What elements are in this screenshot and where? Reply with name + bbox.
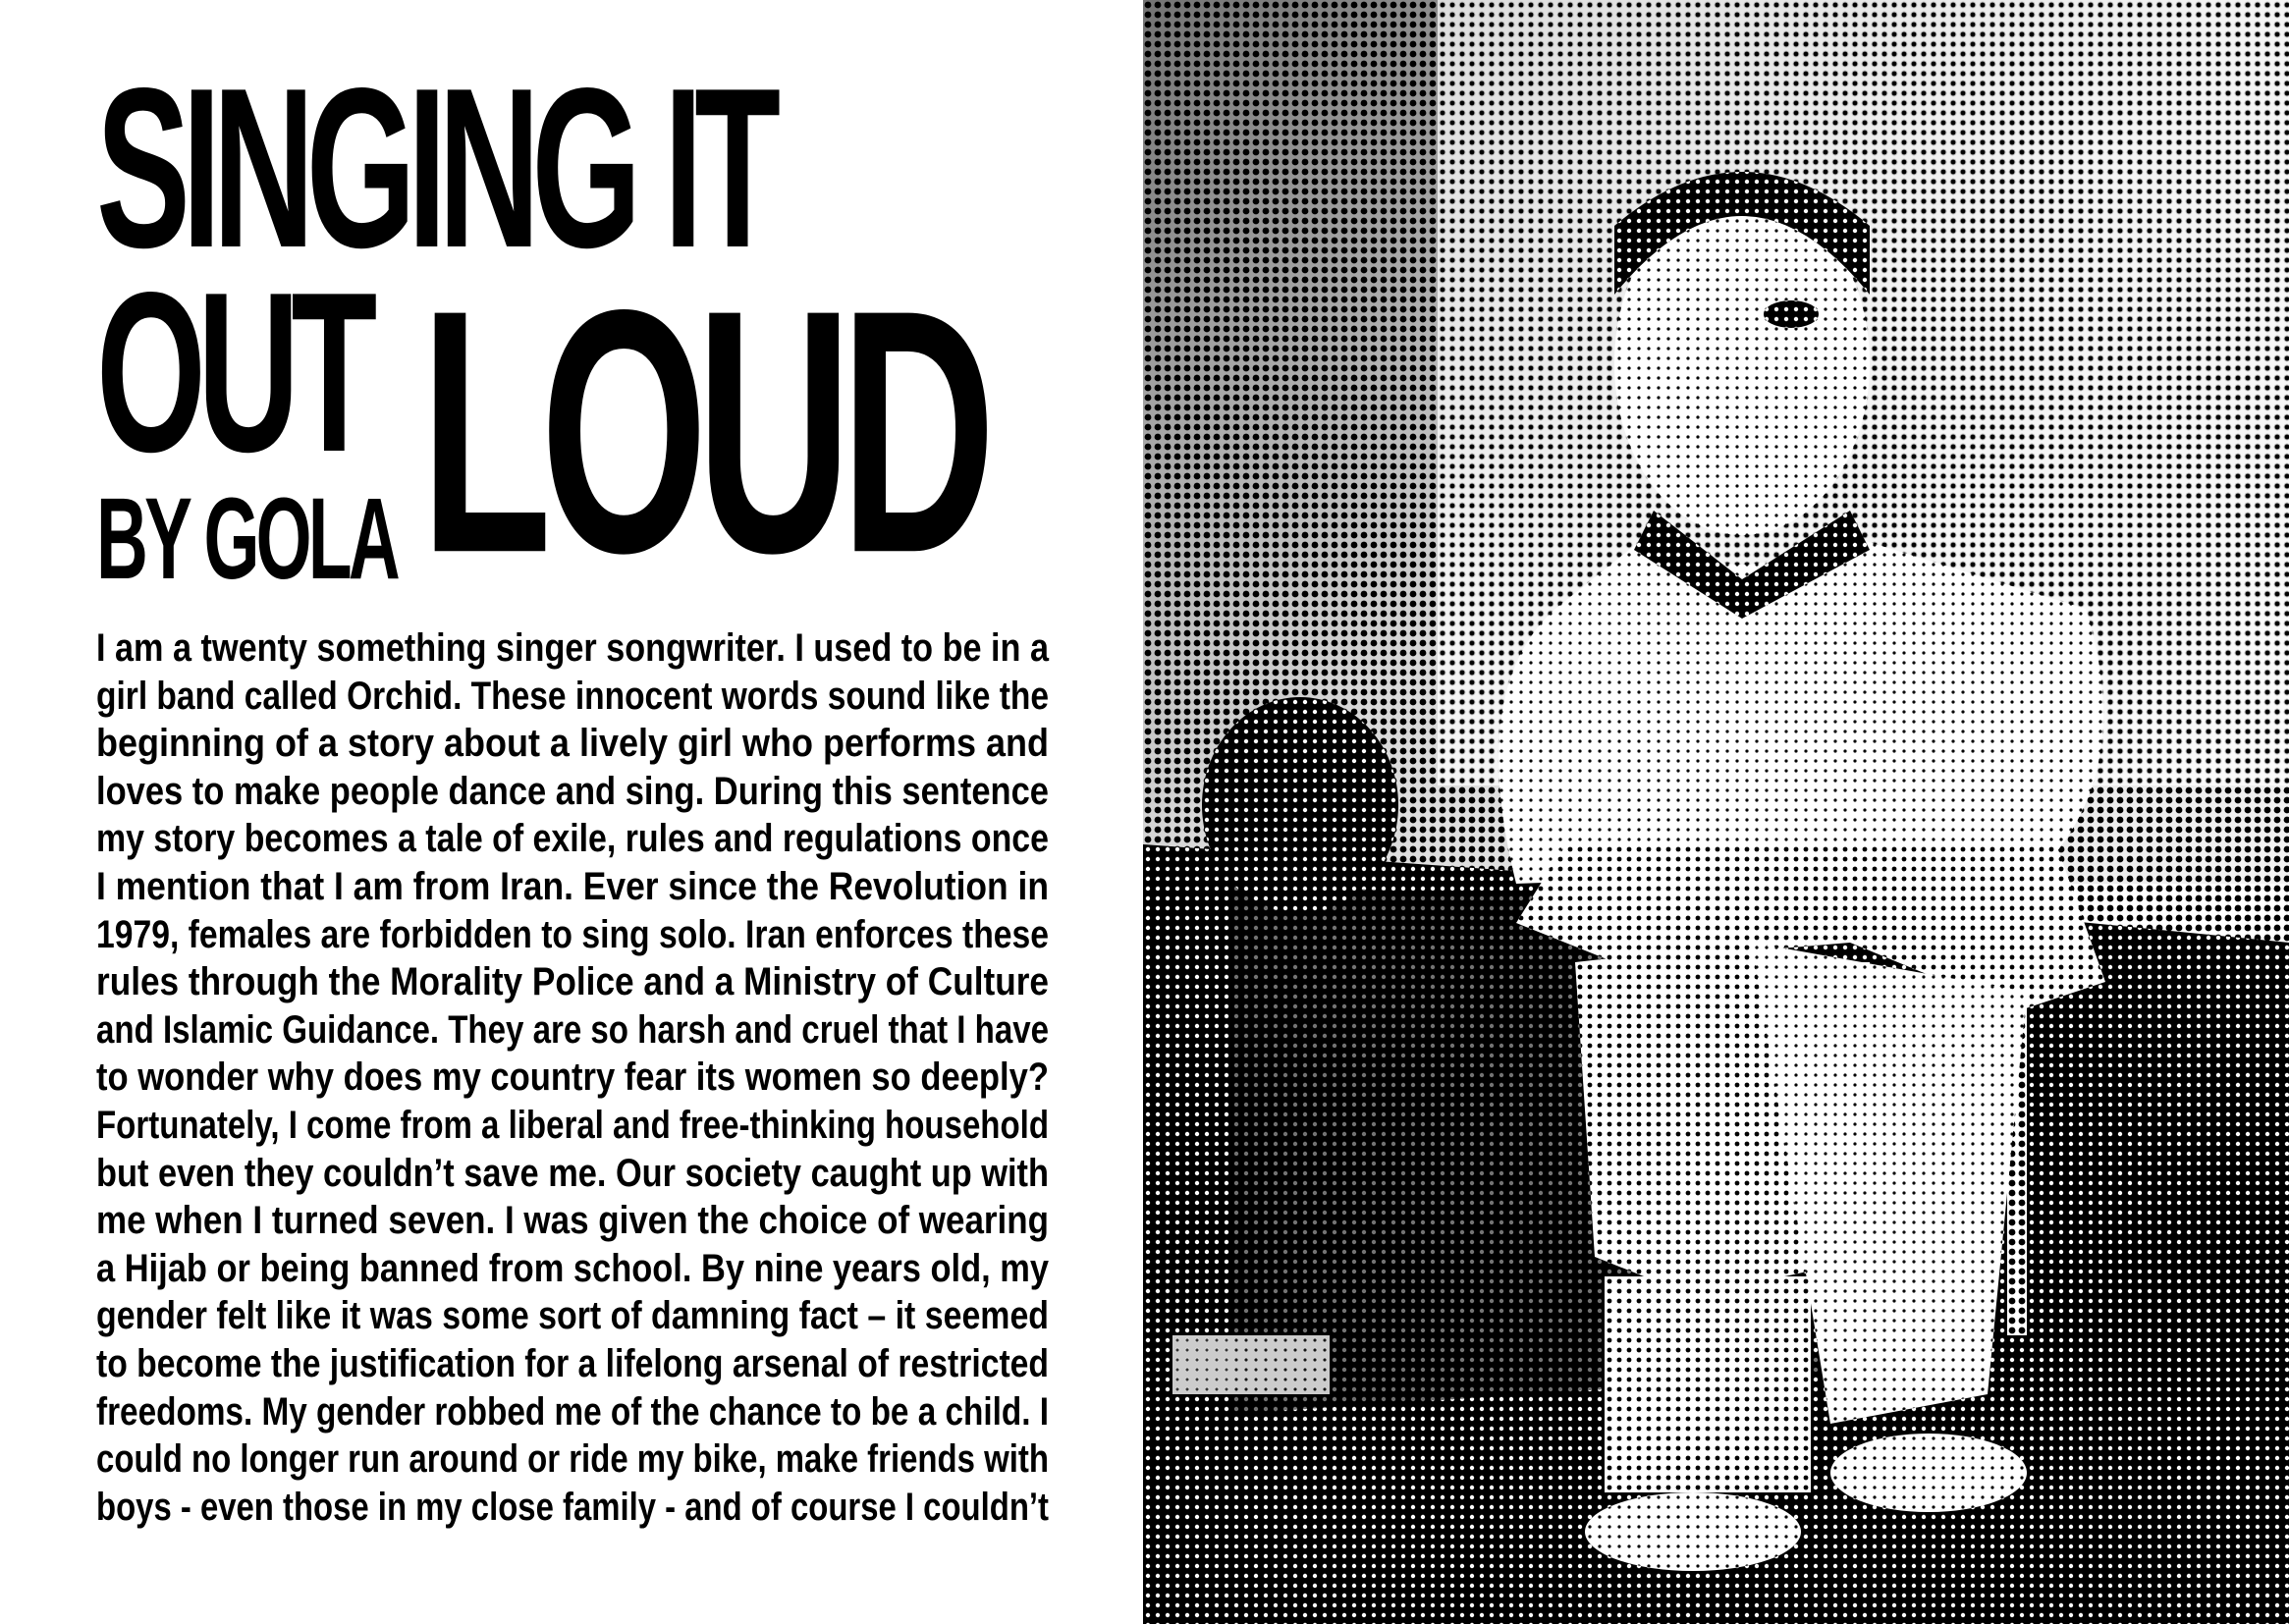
body-line: 1979, females are forbidden to sing solo. Iran enforces these (96, 912, 1049, 956)
body-line: to become the justification for a lifelong arsenal of restricted (96, 1341, 1049, 1385)
article-title (96, 41, 1049, 625)
title-word-loud: LOUD (420, 238, 985, 625)
body-line: Fortunately, I come from a liberal and free-thinking household (96, 1103, 1049, 1147)
body-line: boys - even those in my close family - and of course I couldn’t (96, 1485, 1049, 1529)
body-line: but even they couldn’t save me. Our society caught up with (96, 1151, 1049, 1195)
body-line: beginning of a story about a lively girl who performs and (96, 722, 1049, 766)
body-line: I mention that I am from Iran. Ever since the Revolution in (96, 864, 1049, 908)
right-page (1143, 0, 2289, 1624)
left-page (0, 0, 1143, 1624)
body-line: and Islamic Guidance. They are so harsh and cruel that I have (96, 1007, 1049, 1052)
title-word-out: OUT (96, 245, 369, 500)
body-line: freedoms. My gender robbed me of the chance to be a child. I (96, 1389, 1049, 1434)
body-line: loves to make people dance and sing. During this sentence (96, 769, 1049, 813)
body-line: to wonder why does my country fear its women so deeply? (96, 1056, 1049, 1100)
title-line-singing-it: SINGING IT (96, 41, 773, 296)
body-line: rules through the Morality Police and a Ministry of Culture (96, 960, 1049, 1004)
body-line: a Hijab or being banned from school. By nine years old, my (96, 1246, 1049, 1290)
halftone-photo-of-child (1143, 0, 2289, 1624)
byline: BY GOLA (96, 474, 397, 604)
body-line: I am a twenty something singer songwriter. I used to be in a (96, 626, 1049, 670)
body-line: gender felt like it was some sort of damning fact – it seemed (96, 1294, 1049, 1338)
body-line: me when I turned seven. I was given the choice of wearing (96, 1199, 1049, 1243)
body-line: girl band called Orchid. These innocent words sound like the (96, 674, 1049, 718)
article-body (96, 624, 1049, 1531)
body-line: could no longer run around or ride my bike, make friends with (96, 1437, 1049, 1482)
body-line: my story becomes a tale of exile, rules and regulations once (96, 817, 1049, 861)
